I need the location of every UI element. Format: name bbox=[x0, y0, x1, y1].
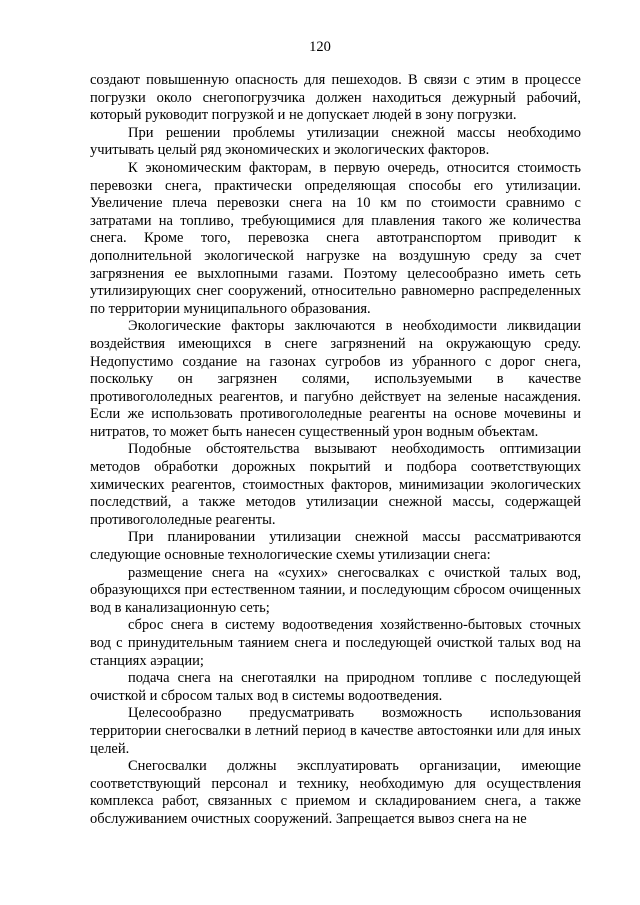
paragraph-ecological-factors: Экологические факторы заключаются в необходимости ликвидации воздействия имеющихся в снеге загрязнений на окружающую среду. Недопустимо создание на газонах сугробов из убранного с дорог снега, поскольку он загрязнен солями, используемыми в качестве противогололедных реагентов, и пагубно действует на зеленые насаждения. Если же использовать противогололедные реагенты на основе мочевины и нитратов, то может быть нанесен существенный урон водным объектам. bbox=[90, 318, 581, 440]
list-item-snow-melters: подача снега на снеготаялки на природном топливе с последующей очисткой и сбросом талых вод в системы водоотведения. bbox=[90, 670, 581, 704]
page-number: 120 bbox=[309, 39, 331, 55]
list-item-dry-dumps: размещение снега на «сухих» снегосвалках с очисткой талых вод, образующихся при естественном таянии, и последующим сбросом очищенных вод в канализационную сеть; bbox=[90, 564, 581, 616]
body-text bbox=[90, 72, 581, 829]
paragraph-snow-disposal-factors: При решении проблемы утилизации снежной массы необходимо учитывать целый ряд экономических и экологических факторов. bbox=[90, 124, 581, 159]
paragraph-economic-factors: К экономическим факторам, в первую очередь, относится стоимость перевозки снега, практически определяющая способы его утилизации. Увеличение плеча перевозки снега на 10 км по стоимости сравнимо с затратами на топливо, требующимися для плавления такого же количества снега. Кроме того, перевозка снега автотранспортом приводит к дополнительной экологической нагрузке на воздушную среду за счет загрязнения ее выхлопными газами. Поэтому целесообразно иметь сеть утилизирующих снег сооружений, относительно равномерно распределенных по территории муниципального образования. bbox=[90, 159, 581, 317]
list-item-sewer-discharge: сброс снега в систему водоотведения хозяйственно-бытовых сточных вод с принудительным таянием снега и последующей очисткой талых вод на станциях аэрации; bbox=[90, 617, 581, 669]
paragraph-continuation: создают повышенную опасность для пешеходов. В связи с этим в процессе погрузки около снегопогрузчика должен находиться дежурный рабочий, который руководит погрузкой и не допускает людей в зону погрузки. bbox=[90, 72, 581, 124]
paragraph-summer-use: Целесообразно предусматривать возможность использования территории снегосвалки в летний период в качестве автостоянки или для иных целей. bbox=[90, 705, 581, 757]
paragraph-operators: Снегосвалки должны эксплуатировать организации, имеющие соответствующий персонал и технику, необходимую для осуществления комплекса работ, связанных с приемом и складированием снега, а также обслуживанием очистных сооружений. Запрещается вывоз снега на не bbox=[90, 758, 581, 827]
paragraph-disposal-schemes: При планировании утилизации снежной массы рассматриваются следующие основные технологические схемы утилизации снега: bbox=[90, 529, 581, 564]
paragraph-optimization: Подобные обстоятельства вызывают необходимость оптимизации методов обработки дорожных покрытий и подбора соответствующих химических реагентов, стоимостных факторов, минимизации экологических последствий, а также методов утилизации снежной массы, содержащей противогололедные реагенты. bbox=[90, 441, 581, 528]
